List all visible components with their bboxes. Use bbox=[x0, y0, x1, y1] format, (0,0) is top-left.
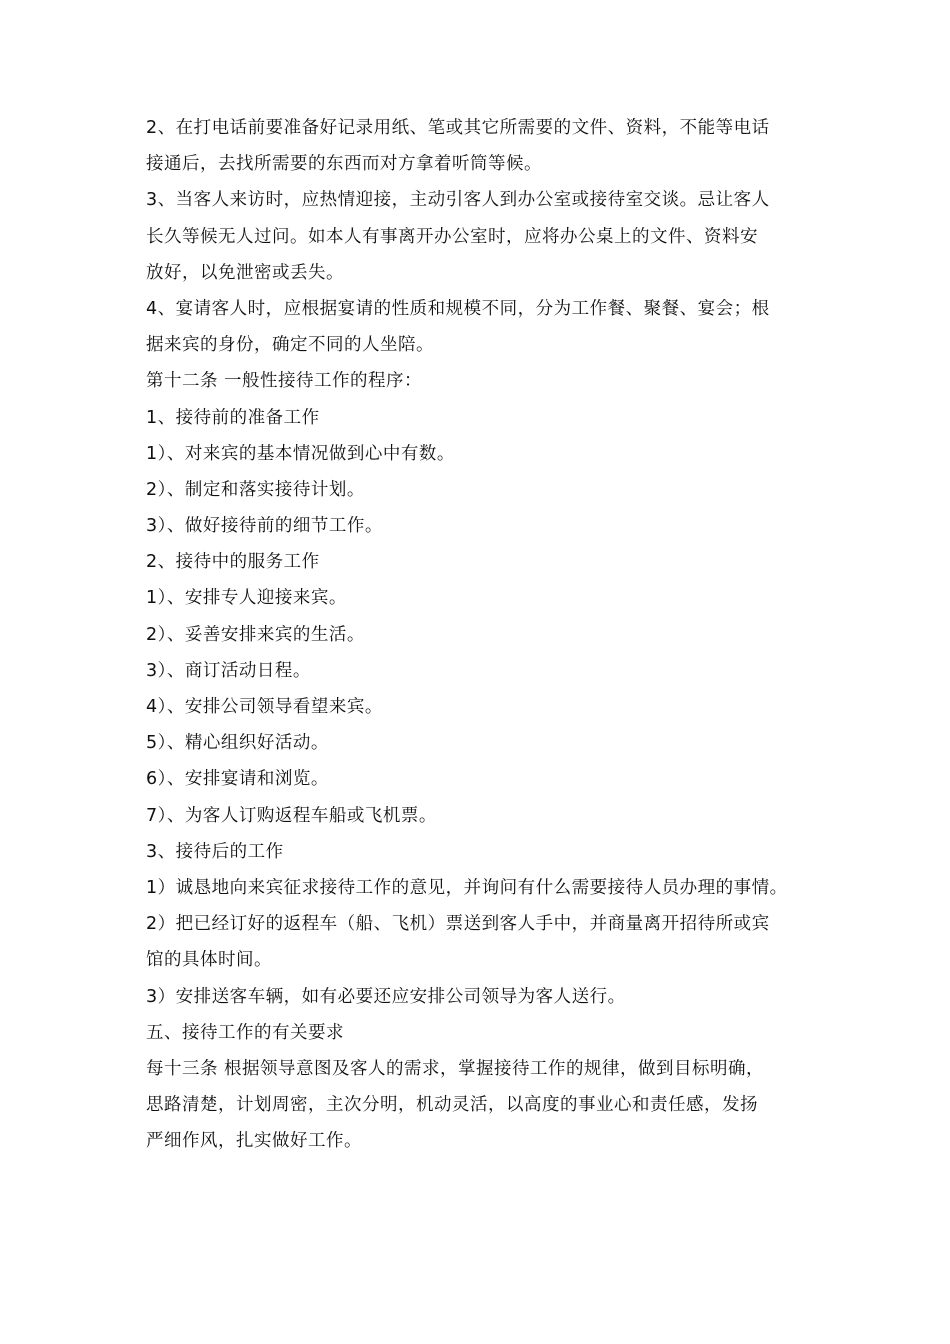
subsection-heading: 3、接待后的工作 bbox=[146, 841, 284, 862]
text-line: 接通后，去找所需要的东西而对方拿着听筒等候。 bbox=[146, 154, 542, 175]
list-item: 6）、安排宴请和浏览。 bbox=[146, 769, 329, 790]
list-item: 3）、做好接待前的细节工作。 bbox=[146, 516, 383, 537]
section-heading: 五、接待工作的有关要求 bbox=[146, 1022, 344, 1043]
section-heading: 第十二条 一般性接待工作的程序： bbox=[146, 371, 423, 392]
text-line: 2、在打电话前要准备好记录用纸、笔或其它所需要的文件、资料，不能等电话 bbox=[146, 118, 770, 138]
text-line: 馆的具体时间。 bbox=[146, 950, 272, 971]
text-line: 每十三条 根据领导意图及客人的需求，掌握接待工作的规律，做到目标明确， bbox=[146, 1058, 765, 1079]
list-item: 1）、安排专人迎接来宾。 bbox=[146, 588, 347, 609]
list-item: 5）、精心组织好活动。 bbox=[146, 733, 329, 754]
subsection-heading: 1、接待前的准备工作 bbox=[146, 407, 320, 428]
list-item: 3）、商订活动日程。 bbox=[146, 660, 311, 681]
text-line: 思路清楚，计划周密，主次分明，机动灵活，以高度的事业心和责任感，发扬 bbox=[146, 1095, 758, 1116]
list-item: 2）、妥善安排来宾的生活。 bbox=[146, 624, 365, 645]
list-item: 1）诚恳地向来宾征求接待工作的意见，并询问有什么需要接待人员办理的事情。 bbox=[146, 877, 788, 898]
text-line: 放好，以免泄密或丢失。 bbox=[146, 262, 344, 283]
document-body bbox=[146, 110, 836, 1159]
list-item: 2）、制定和落实接待计划。 bbox=[146, 479, 365, 500]
list-item: 1）、对来宾的基本情况做到心中有数。 bbox=[146, 443, 455, 464]
list-item: 7）、为客人订购返程车船或飞机票。 bbox=[146, 805, 437, 826]
text-line: 据来宾的身份，确定不同的人坐陪。 bbox=[146, 335, 434, 356]
text-line: 3、当客人来访时，应热情迎接，主动引客人到办公室或接待室交谈。忌让客人 bbox=[146, 190, 770, 211]
list-item: 4）、安排公司领导看望来宾。 bbox=[146, 697, 383, 717]
text-line: 4、宴请客人时，应根据宴请的性质和规模不同，分为工作餐、聚餐、宴会；根 bbox=[146, 298, 770, 319]
subsection-heading: 2、接待中的服务工作 bbox=[146, 552, 320, 573]
list-item: 3）安排送客车辆，如有必要还应安排公司领导为客人送行。 bbox=[146, 986, 626, 1007]
text-line: 长久等候无人过问。如本人有事离开办公室时，应将办公桌上的文件、资料安 bbox=[146, 226, 758, 247]
list-item: 2）把已经订好的返程车（船、飞机）票送到客人手中，并商量离开招待所或宾 bbox=[146, 914, 770, 935]
text-line: 严细作风，扎实做好工作。 bbox=[146, 1131, 362, 1152]
